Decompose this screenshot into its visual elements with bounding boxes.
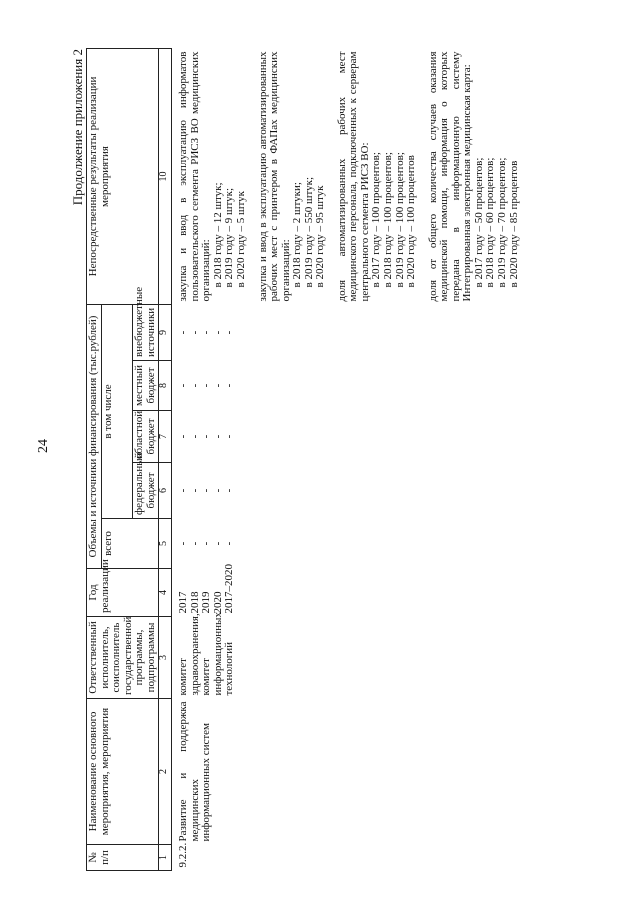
dash: - (200, 330, 213, 335)
result-line: в 2017 году – 50 процентов; (472, 157, 485, 288)
dash: - (211, 330, 224, 335)
header-total: всего (101, 519, 159, 569)
dash: - (188, 330, 201, 335)
dash: - (211, 383, 224, 388)
result-text: доля автоматизированных рабочих мест медицинского персонала, подключенных к серверам центрального сегмента РИСЗ ВО: (335, 51, 371, 302)
dash: - (177, 434, 190, 439)
dash: - (177, 541, 190, 546)
result-text: закупка и ввод в эксплуатацию информатов пользовательского сегмента РИСЗ ВО медицинских организаций: (177, 51, 213, 302)
result-line: в 2020 году – 85 процентов (507, 160, 520, 288)
header-finance: Объемы и источники финансирования (тыс.рублей) (87, 304, 102, 568)
row-total (172, 519, 521, 569)
header-num: № п/п (87, 845, 159, 871)
dash: - (200, 541, 213, 546)
row-federal (172, 463, 521, 519)
continuation-title: Продолжение приложения 2 (70, 49, 85, 206)
year: 2017–2020 (223, 564, 236, 614)
dash: - (177, 383, 190, 388)
header-name: Наименование основного мероприятия, мероприятия (87, 699, 159, 845)
result-line: в 2018 году – 2 штуки; (291, 182, 304, 288)
col-number: 10 (159, 48, 172, 304)
row-executor: комитет здравоохранения, комитет информационных технологий (177, 612, 236, 696)
col-number: 7 (159, 411, 172, 463)
result-line: в 2019 году – 550 штук; (302, 176, 315, 288)
dash: - (211, 541, 224, 546)
year: 2020 (211, 591, 224, 614)
header-executor: Ответственный исполнитель, соисполнитель государственной программы, подпрограммы (87, 617, 159, 699)
year: 2019 (200, 591, 213, 614)
result-text: закупка и ввод в эксплуатацию автоматизированных рабочих мест с принтером в ФАПах медицинских организаций: (256, 51, 292, 302)
dash: - (188, 434, 201, 439)
header-year: Год реализации (87, 569, 159, 617)
dash: - (223, 383, 236, 388)
result-line: в 2018 году – 100 процентов; (382, 152, 395, 288)
dash: - (223, 434, 236, 439)
row-name: Развитие и поддержка медицинских информационных систем (177, 701, 213, 842)
col-number: 5 (159, 519, 172, 569)
header-results: Непосредственные результаты реализации мероприятия (87, 48, 159, 304)
result-line: в 2020 году – 100 процентов (405, 155, 418, 288)
dash: - (200, 488, 213, 493)
col-number: 1 (159, 845, 172, 871)
col-number: 8 (159, 361, 172, 411)
dash: - (211, 488, 224, 493)
header-federal: федеральный бюджет (133, 463, 159, 519)
year: 2017 (177, 591, 190, 614)
result-line: в 2018 году – 60 процентов; (484, 157, 497, 288)
row-years (172, 564, 521, 617)
result-item (178, 51, 247, 301)
result-line: в 2020 году – 95 штук (314, 185, 327, 288)
row-extrabudget (172, 304, 521, 360)
table-row (172, 48, 521, 870)
page-number: 24 (36, 439, 51, 453)
dash: - (211, 434, 224, 439)
row-number: 9.2.2. (177, 842, 190, 868)
result-line: в 2017 году – 100 процентов; (370, 152, 383, 288)
col-number: 6 (159, 463, 172, 519)
result-line: в 2020 году – 5 штук (235, 191, 248, 288)
rotated-page (70, 45, 590, 875)
header-regional: областной бюджет (133, 411, 159, 463)
dash: - (223, 541, 236, 546)
header-including: в том числе (101, 304, 133, 518)
header-extrabudget: внебюджетные источники (133, 304, 159, 360)
row-results (172, 48, 521, 304)
dash: - (200, 434, 213, 439)
row-local (172, 361, 521, 411)
dash: - (200, 383, 213, 388)
header-local: местный бюджет (133, 361, 159, 411)
dash: - (188, 383, 201, 388)
result-item (428, 51, 520, 301)
dash: - (188, 541, 201, 546)
dash: - (188, 488, 201, 493)
col-number: 4 (159, 569, 172, 617)
result-text: доля от общего количества случаев оказания медицинской помощи, информация о которых передана в информационную систему Интегрированная электронная медицинская карта: (426, 51, 474, 302)
row-regional (172, 411, 521, 463)
result-line: в 2019 году – 100 процентов; (393, 152, 406, 288)
col-number: 2 (159, 699, 172, 845)
column-number-row (159, 48, 172, 870)
result-line: в 2019 году – 70 процентов; (495, 157, 508, 288)
dash: - (177, 330, 190, 335)
col-number: 3 (159, 617, 172, 699)
result-item (258, 51, 327, 301)
result-line: в 2019 году – 9 штук; (223, 187, 236, 288)
col-number: 9 (159, 304, 172, 360)
dash: - (223, 330, 236, 335)
result-line: в 2018 году – 12 штук; (211, 182, 224, 288)
dash: - (177, 488, 190, 493)
dash: - (223, 488, 236, 493)
year: 2018 (188, 591, 201, 614)
program-table (86, 48, 521, 871)
result-item (337, 51, 418, 301)
